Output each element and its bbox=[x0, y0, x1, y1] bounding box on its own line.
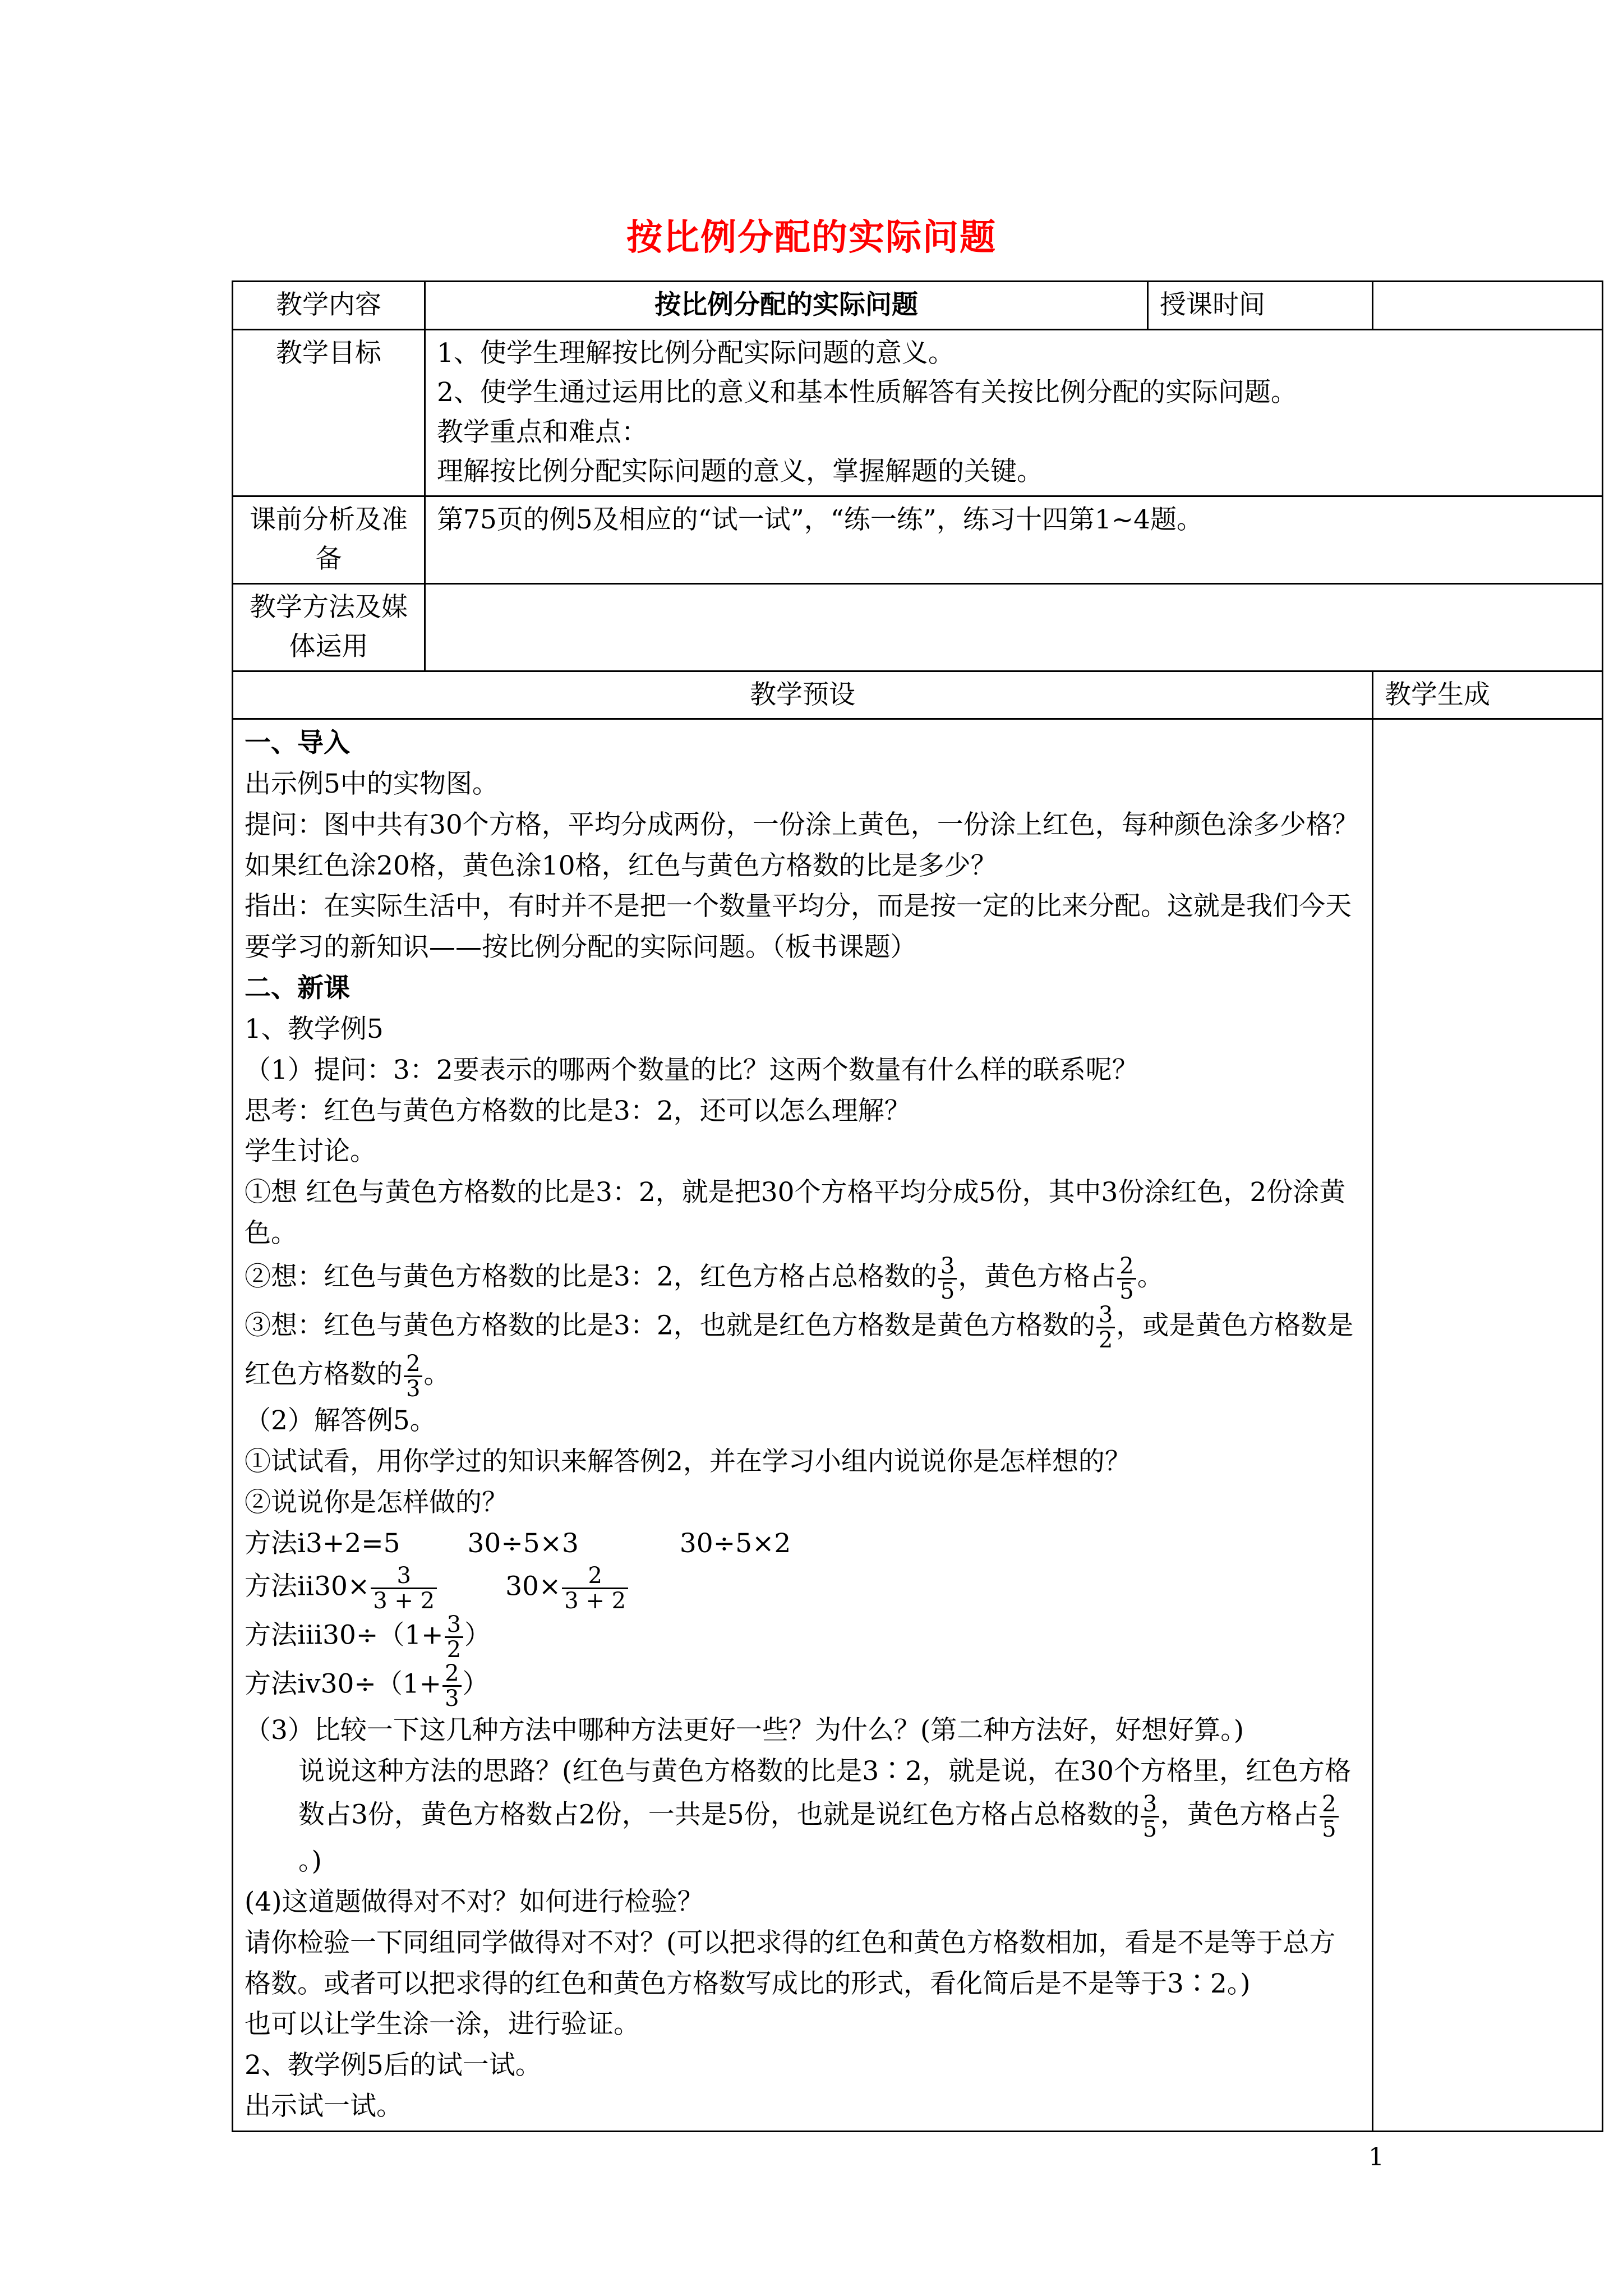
fraction bbox=[1117, 1254, 1136, 1303]
prep-text: 第75页的例5及相应的“试一试”，“练一练”，练习十四第1~4题。 bbox=[425, 496, 1603, 583]
key-points-title: 教学重点和难点： bbox=[437, 416, 648, 448]
paragraph: 2、教学例5后的试一试。 bbox=[245, 2050, 542, 2081]
text: ） bbox=[464, 1619, 491, 1651]
text: 方法ⅱ30× bbox=[245, 1571, 370, 1602]
paragraph: 1、教学例5 bbox=[245, 1013, 384, 1045]
method-1 bbox=[245, 1524, 1361, 1565]
page-number: 1 bbox=[1368, 2143, 1384, 2171]
body-row bbox=[233, 719, 1603, 2132]
fraction bbox=[445, 1613, 463, 1662]
paragraph: (4)这道题做得对不对？如何进行检验？ bbox=[245, 1886, 704, 1917]
paragraph: ①想 红色与黄色方格数的比是3：2，就是把30个方格平均分成5份，其中3份涂红色，2份涂黄色。 bbox=[245, 1177, 1346, 1249]
numerator: 2 bbox=[1119, 1253, 1134, 1279]
goals-cell bbox=[425, 329, 1603, 496]
section-header-right: 教学生成 bbox=[1373, 671, 1603, 719]
numerator: 3 bbox=[446, 1612, 462, 1638]
content-row bbox=[233, 282, 1603, 330]
key-points-text: 理解按比例分配实际问题的意义，掌握解题的关键。 bbox=[437, 456, 1043, 487]
paragraph: ②说说你是怎样做的？ bbox=[245, 1487, 508, 1518]
section-heading-new: 二、新课 bbox=[245, 973, 350, 1004]
fraction bbox=[562, 1564, 628, 1613]
text: 。) bbox=[298, 1846, 322, 1877]
numerator: 2 bbox=[588, 1563, 602, 1589]
numerator: 3 bbox=[1098, 1301, 1113, 1328]
teaching-outcome-cell bbox=[1373, 719, 1603, 2132]
fraction bbox=[1141, 1792, 1159, 1841]
paragraph: 请你检验一下同组同学做得对不对？(可以把求得的红色和黄色方格数相加，看是不是等于总方格数。或者可以把求得的红色和黄色方格数写成比的形式，看化简后是不是等于3∶2。) bbox=[245, 1927, 1336, 1999]
text: 方法ⅳ30÷（1+ bbox=[245, 1668, 442, 1700]
prep-row bbox=[233, 496, 1603, 583]
method-label: 教学方法及媒体运用 bbox=[233, 583, 425, 671]
text: 。 bbox=[1137, 1261, 1164, 1292]
section-header-left: 教学预设 bbox=[233, 671, 1373, 719]
paragraph: （3）比较一下这几种方法中哪种方法更好一些？为什么？(第二种方法好，好想好算。) bbox=[245, 1715, 1244, 1746]
section-heading-intro: 一、导入 bbox=[245, 728, 350, 758]
numerator: 3 bbox=[1142, 1791, 1158, 1818]
fraction bbox=[938, 1254, 957, 1303]
method-row bbox=[233, 583, 1603, 671]
page-title: 按比例分配的实际问题 bbox=[626, 217, 997, 259]
denominator: 5 bbox=[1320, 1816, 1338, 1841]
denominator: 2 bbox=[1096, 1327, 1115, 1352]
paragraph-with-fraction bbox=[245, 1303, 1361, 1401]
method-4 bbox=[245, 1662, 1361, 1710]
goal-1: 1、使学生理解按比例分配实际问题的意义。 bbox=[437, 337, 955, 369]
text: 30÷5×3 bbox=[467, 1527, 579, 1559]
numerator: 2 bbox=[406, 1350, 421, 1377]
text: 说说这种方法的思路？(红色与黄色方格数的比是3∶2，就是说，在30个方格里，红色方格数占3份，黄色方格数占2份，一共是5份，也就是说红色方格占总格数的 bbox=[298, 1756, 1351, 1830]
prep-label: 课前分析及准备 bbox=[233, 496, 425, 583]
lesson-plan-table bbox=[232, 280, 1603, 2132]
text: ） bbox=[462, 1668, 489, 1700]
denominator: 5 bbox=[1117, 1278, 1136, 1303]
paragraph: 出示例5中的实物图。 bbox=[245, 768, 499, 799]
text: ③想：红色与黄色方格数的比是3：2，也就是红色方格数是黄色方格数的 bbox=[245, 1310, 1095, 1341]
text: ，黄色方格占 bbox=[958, 1261, 1117, 1292]
text: 30÷5×2 bbox=[679, 1527, 791, 1559]
paragraph-with-fraction bbox=[245, 1751, 1361, 1882]
paragraph-with-fraction bbox=[245, 1254, 1361, 1303]
text: 方法ⅲ30÷（1+ bbox=[245, 1619, 444, 1651]
teaching-plan-body bbox=[233, 719, 1373, 2132]
text: ，黄色方格占 bbox=[1160, 1799, 1319, 1830]
numerator: 2 bbox=[1322, 1791, 1336, 1818]
fraction bbox=[1320, 1792, 1338, 1841]
time-value bbox=[1373, 282, 1603, 330]
paragraph: （2）解答例5。 bbox=[245, 1405, 436, 1436]
time-label: 授课时间 bbox=[1148, 282, 1373, 330]
text: ，或是黄色方格数是红色方格数的 bbox=[245, 1310, 1354, 1390]
fraction bbox=[442, 1662, 461, 1710]
paragraph: 出示试一试。 bbox=[245, 2091, 403, 2122]
text: ②想：红色与黄色方格数的比是3：2，红色方格占总格数的 bbox=[245, 1261, 937, 1292]
goal-2: 2、使学生通过运用比的意义和基本性质解答有关按比例分配的实际问题。 bbox=[437, 377, 1297, 408]
fraction bbox=[371, 1564, 437, 1613]
paragraph: （1）提问：3：2要表示的哪两个数量的比？这两个数量有什么样的联系呢？ bbox=[245, 1054, 1138, 1085]
numerator: 3 bbox=[396, 1563, 411, 1589]
paragraph: ①试试看，用你学过的知识来解答例2，并在学习小组内说说你是怎样想的？ bbox=[245, 1446, 1131, 1477]
denominator: 5 bbox=[938, 1278, 957, 1303]
text: 。 bbox=[423, 1359, 450, 1390]
section-header-row bbox=[233, 671, 1603, 719]
paragraph: 指出：在实际生活中，有时并不是把一个数量平均分，而是按一定的比来分配。这就是我们今天要学习的新知识——按比例分配的实际问题。（板书课题） bbox=[245, 891, 1352, 963]
goals-label: 教学目标 bbox=[233, 329, 425, 496]
goals-row bbox=[233, 329, 1603, 496]
text: 方法ⅰ3+2=5 bbox=[245, 1527, 400, 1559]
fraction bbox=[404, 1352, 422, 1401]
fraction bbox=[1096, 1303, 1115, 1352]
denominator: 2 bbox=[445, 1636, 463, 1662]
method-2 bbox=[245, 1564, 1361, 1613]
paragraph: 思考：红色与黄色方格数的比是3：2，还可以怎么理解？ bbox=[245, 1095, 911, 1126]
method-3 bbox=[245, 1613, 1361, 1662]
denominator: 5 bbox=[1141, 1816, 1159, 1841]
method-value bbox=[425, 583, 1603, 671]
denominator: 3 + 2 bbox=[371, 1588, 437, 1613]
text: 30× bbox=[505, 1571, 561, 1602]
denominator: 3 bbox=[404, 1375, 422, 1401]
content-label: 教学内容 bbox=[233, 282, 425, 330]
paragraph: 提问：图中共有30个方格，平均分成两份，一份涂上黄色，一份涂上红色，每种颜色涂多少格？如果红色涂20格，黄色涂10格，红色与黄色方格数的比是多少？ bbox=[245, 809, 1359, 881]
numerator: 3 bbox=[940, 1253, 955, 1279]
numerator: 2 bbox=[445, 1660, 459, 1687]
denominator: 3 bbox=[442, 1685, 461, 1710]
denominator: 3 + 2 bbox=[562, 1588, 628, 1613]
content-value: 按比例分配的实际问题 bbox=[425, 282, 1148, 330]
paragraph: 也可以让学生涂一涂，进行验证。 bbox=[245, 2009, 640, 2040]
paragraph: 学生讨论。 bbox=[245, 1136, 376, 1167]
